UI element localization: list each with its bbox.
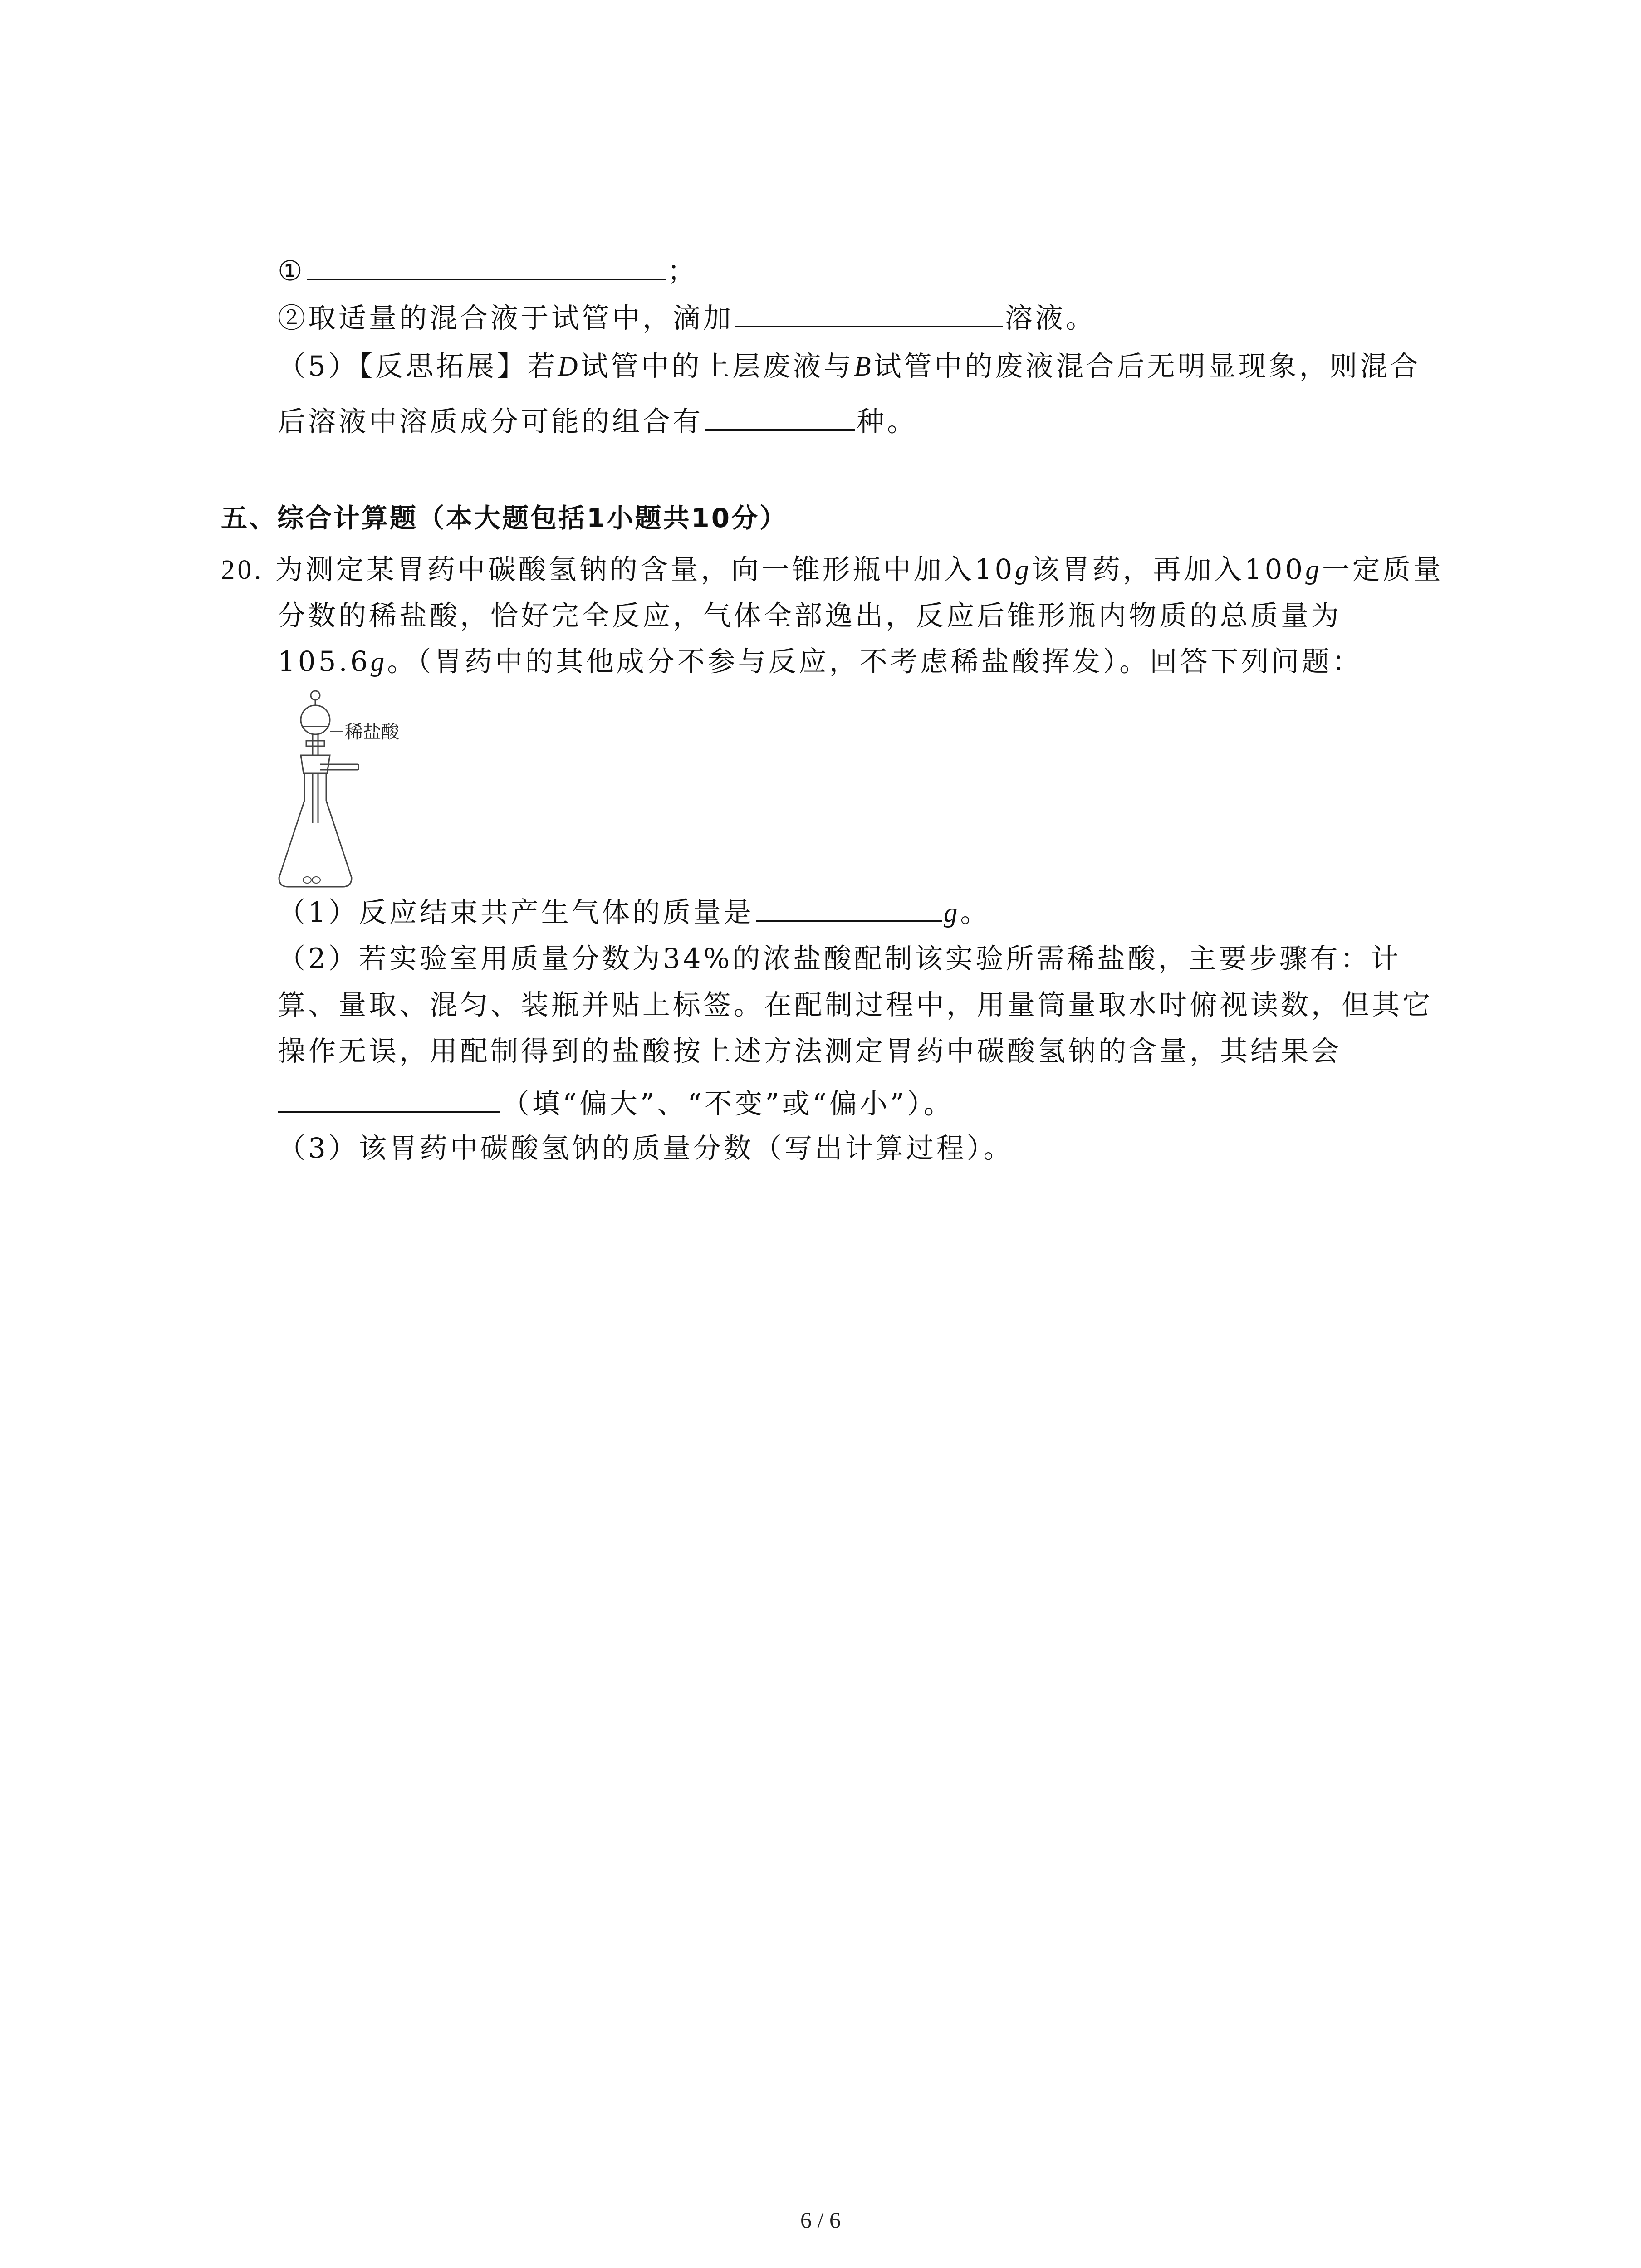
answer-line-1: ① ； — [278, 249, 698, 291]
circled-one: ① — [278, 255, 305, 287]
answer-blank-5[interactable] — [705, 399, 855, 431]
apparatus-figure — [274, 687, 465, 891]
subquestion-1: （1）反应结束共产生气体的质量是 g。 — [278, 890, 990, 933]
page-number: 6 / 6 — [800, 2207, 841, 2233]
question-5-line-1: （5）【反思拓展】若D试管中的上层废液与B试管中的废液混合后无明显现象，则混合 — [278, 350, 1421, 382]
question-5-line-2: 后溶液中溶质成分可能的组合有 种。 — [278, 399, 917, 442]
answer-blank-gas-mass[interactable] — [756, 890, 942, 922]
answer-blank-2[interactable] — [735, 296, 1003, 327]
answer-blank-1[interactable] — [307, 249, 666, 280]
subquestion-3: （3）该胃药中碳酸氢钠的质量分数（写出计算过程）。 — [278, 1132, 1014, 1164]
dilute-hcl-label: 稀盐酸 — [345, 722, 399, 743]
erlenmeyer-flask — [279, 773, 352, 887]
separatory-funnel — [301, 691, 330, 755]
subquestion-2-line-2: 算、量取、混匀、装瓶并贴上标签。在配制过程中，用量筒量取水时俯视读数，但其它 — [278, 989, 1433, 1021]
question-number: 20. — [221, 555, 264, 585]
answer-blank-result[interactable] — [278, 1081, 500, 1113]
subquestion-2-line-1: （2）若实验室用质量分数为34%的浓盐酸配制该实验所需稀盐酸，主要步骤有：计 — [278, 943, 1401, 975]
question-20-line-2: 分数的稀盐酸，恰好完全反应，气体全部逸出，反应后锥形瓶内物质的总质量为 — [278, 600, 1342, 632]
answer-line-2: ②取适量的混合液于试管中，滴加 溶液。 — [278, 296, 1096, 338]
stopper — [301, 755, 330, 823]
side-tube — [320, 764, 358, 770]
question-20-line-1: 20. 为测定某胃药中碳酸氢钠的含量，向一锥形瓶中加入10g该胃药，再加入100g一定质量 — [221, 553, 1444, 586]
subquestion-2-line-3: 操作无误，用配制得到的盐酸按上述方法测定胃药中碳酸氢钠的含量，其结果会 — [278, 1035, 1342, 1067]
question-20-line-3: 105.6g。（胃药中的其他成分不参与反应，不考虑稀盐酸挥发）。回答下列问题： — [278, 645, 1363, 678]
subquestion-2-line-4: （填“偏大”、“不变”或“偏小”）。 — [278, 1081, 954, 1124]
section-title: 五、综合计算题（本大题包括1小题共10分） — [221, 503, 788, 533]
